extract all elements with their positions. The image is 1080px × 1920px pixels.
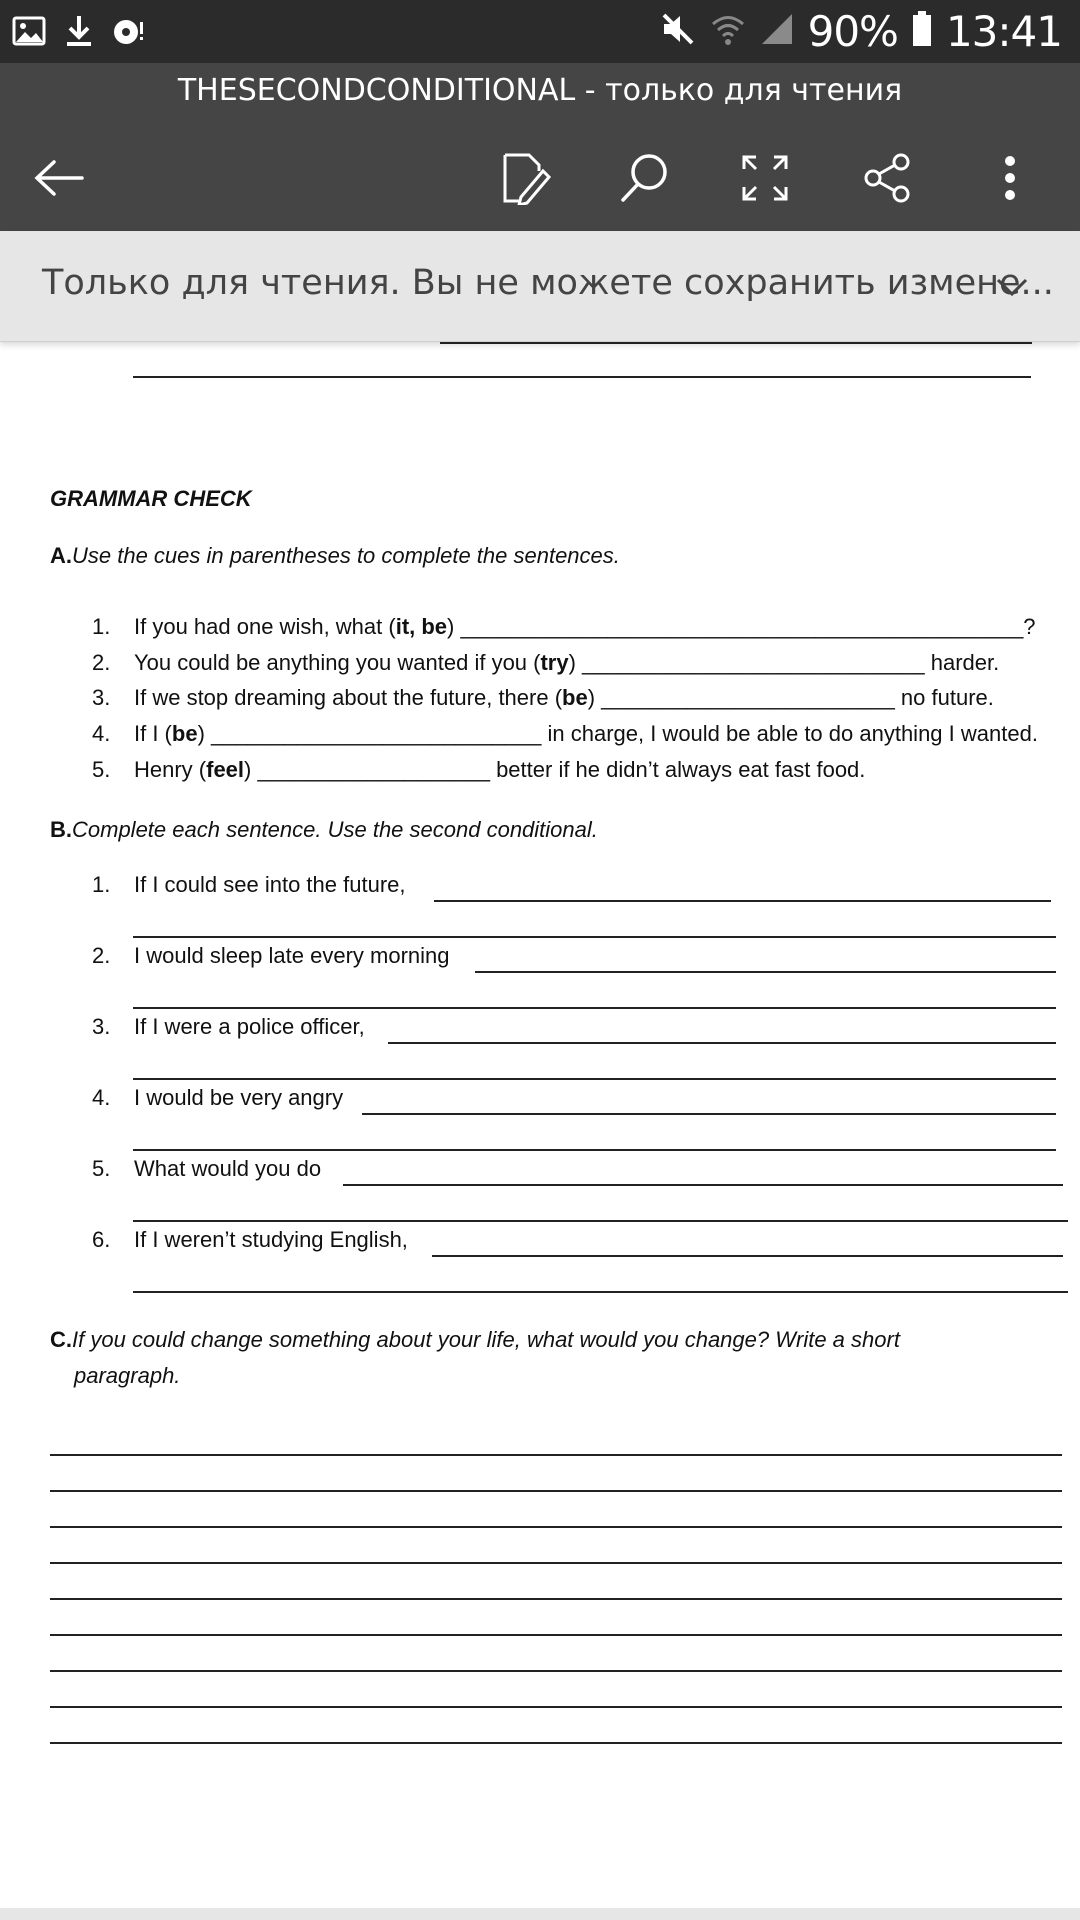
mute-icon bbox=[660, 11, 696, 52]
item-text: I would be very angry bbox=[134, 1085, 344, 1110]
item-text: If I could see into the future, bbox=[134, 872, 406, 897]
fullscreen-button[interactable] bbox=[730, 143, 800, 213]
section-b-text: Complete each sentence. Use the second conditional. bbox=[72, 817, 598, 842]
answer-line bbox=[133, 1078, 1056, 1080]
item-number: 6. bbox=[92, 1227, 111, 1252]
answer-line bbox=[388, 1042, 1056, 1044]
answer-line bbox=[343, 1184, 1063, 1186]
item-number: 2. bbox=[92, 943, 111, 968]
item-cue: try bbox=[540, 650, 569, 675]
writing-line bbox=[50, 1490, 1062, 1492]
writing-line bbox=[50, 1454, 1062, 1456]
answer-line bbox=[133, 376, 1031, 378]
answer-line bbox=[133, 936, 1056, 938]
item-text: If I were a police officer, bbox=[134, 1014, 365, 1039]
share-icon bbox=[861, 152, 913, 204]
item-number: 2. bbox=[92, 650, 111, 675]
writing-line bbox=[50, 1562, 1062, 1564]
gallery-icon bbox=[12, 16, 46, 51]
section-c-instruction bbox=[50, 1322, 900, 1394]
status-bar bbox=[0, 0, 1080, 63]
download-icon bbox=[64, 14, 94, 53]
item-number: 1. bbox=[92, 614, 111, 639]
exercise-b-item bbox=[92, 872, 406, 898]
answer-line bbox=[133, 1291, 1068, 1293]
exercise-b-item bbox=[92, 1227, 408, 1253]
share-button[interactable] bbox=[852, 143, 922, 213]
item-number: 4. bbox=[92, 721, 111, 746]
battery-icon bbox=[912, 11, 932, 52]
item-text: If I weren’t studying English, bbox=[134, 1227, 408, 1252]
edit-button[interactable] bbox=[490, 143, 560, 213]
item-cue: it, be bbox=[395, 614, 448, 639]
writing-line bbox=[50, 1670, 1062, 1672]
item-text: What would you do bbox=[134, 1156, 322, 1181]
item-text: ) ___________________ better if he didn’t always eat fast food. bbox=[244, 757, 866, 782]
battery-percent: 90% bbox=[807, 7, 898, 56]
read-only-message: Только для чтения. Вы не можете сохранить измене... bbox=[42, 263, 1054, 303]
exercise-a-item bbox=[92, 685, 994, 711]
edit-document-icon bbox=[499, 151, 551, 205]
item-text: If you had one wish, what ( bbox=[134, 614, 396, 639]
back-arrow-icon bbox=[32, 158, 86, 198]
search-icon bbox=[619, 152, 671, 204]
section-b-label: B. bbox=[50, 817, 72, 842]
item-text: Henry ( bbox=[134, 757, 207, 782]
item-number: 5. bbox=[92, 757, 111, 782]
writing-line bbox=[50, 1526, 1062, 1528]
writing-line bbox=[50, 1742, 1062, 1744]
exercise-b-item bbox=[92, 1014, 365, 1040]
section-c-text-continued: paragraph. bbox=[74, 1363, 181, 1388]
expand-icon bbox=[740, 153, 790, 203]
item-cue: feel bbox=[206, 757, 245, 782]
document-page[interactable] bbox=[0, 342, 1080, 1908]
section-c-text: If you could change something about your life, what would you change? Write a short bbox=[72, 1327, 900, 1352]
item-cue: be bbox=[171, 721, 198, 746]
search-button[interactable] bbox=[610, 143, 680, 213]
item-number: 5. bbox=[92, 1156, 111, 1181]
exercise-a-item bbox=[92, 721, 1038, 747]
answer-line bbox=[362, 1113, 1056, 1115]
item-text: ) ______________________________________________? bbox=[447, 614, 1036, 639]
section-a-text: Use the cues in parentheses to complete the sentences. bbox=[72, 543, 620, 568]
more-vert-icon bbox=[1002, 155, 1018, 201]
item-text: You could be anything you wanted if you ( bbox=[134, 650, 541, 675]
item-number: 3. bbox=[92, 685, 111, 710]
item-number: 3. bbox=[92, 1014, 111, 1039]
section-c-label: C. bbox=[50, 1327, 72, 1352]
section-b-instruction bbox=[50, 812, 598, 848]
answer-line bbox=[475, 971, 1056, 973]
answer-line bbox=[133, 1007, 1056, 1009]
item-number: 4. bbox=[92, 1085, 111, 1110]
section-heading: GRAMMAR CHECK bbox=[50, 486, 252, 511]
sync-disc-icon bbox=[112, 16, 146, 51]
item-number: 1. bbox=[92, 872, 111, 897]
exercise-a-item bbox=[92, 614, 1036, 640]
answer-line bbox=[434, 900, 1051, 902]
more-options-button[interactable] bbox=[975, 143, 1045, 213]
answer-line bbox=[133, 1220, 1068, 1222]
section-a-label: A. bbox=[50, 543, 72, 568]
signal-icon bbox=[760, 12, 794, 51]
exercise-a-item bbox=[92, 650, 999, 676]
answer-line bbox=[440, 342, 1032, 344]
item-text: ) ________________________ no future. bbox=[587, 685, 994, 710]
clock: 13:41 bbox=[945, 7, 1062, 56]
answer-line bbox=[432, 1255, 1063, 1257]
writing-line bbox=[50, 1634, 1062, 1636]
read-only-banner[interactable] bbox=[0, 231, 1080, 342]
section-a-instruction bbox=[50, 538, 620, 574]
writing-line bbox=[50, 1598, 1062, 1600]
item-cue: be bbox=[562, 685, 588, 710]
item-text: If we stop dreaming about the future, there ( bbox=[134, 685, 563, 710]
item-text: If I ( bbox=[134, 721, 172, 746]
app-bar bbox=[0, 63, 1080, 231]
page-gap bbox=[0, 1908, 1080, 1920]
item-text: ) ____________________________ harder. bbox=[568, 650, 1000, 675]
item-text: I would sleep late every morning bbox=[134, 943, 450, 968]
exercise-b-item bbox=[92, 943, 450, 969]
exercise-b-item bbox=[92, 1085, 343, 1111]
wifi-icon bbox=[710, 11, 746, 52]
writing-line bbox=[50, 1706, 1062, 1708]
exercise-b-item bbox=[92, 1156, 321, 1182]
answer-line bbox=[133, 1149, 1056, 1151]
back-button[interactable] bbox=[24, 143, 94, 213]
item-text: ) ___________________________ in charge, I would be able to do anything I wanted. bbox=[197, 721, 1038, 746]
chevron-down-icon[interactable] bbox=[992, 267, 1032, 307]
document-title: THESECONDCONDITIONAL - только для чтения bbox=[177, 73, 903, 108]
exercise-a-item bbox=[92, 757, 865, 783]
